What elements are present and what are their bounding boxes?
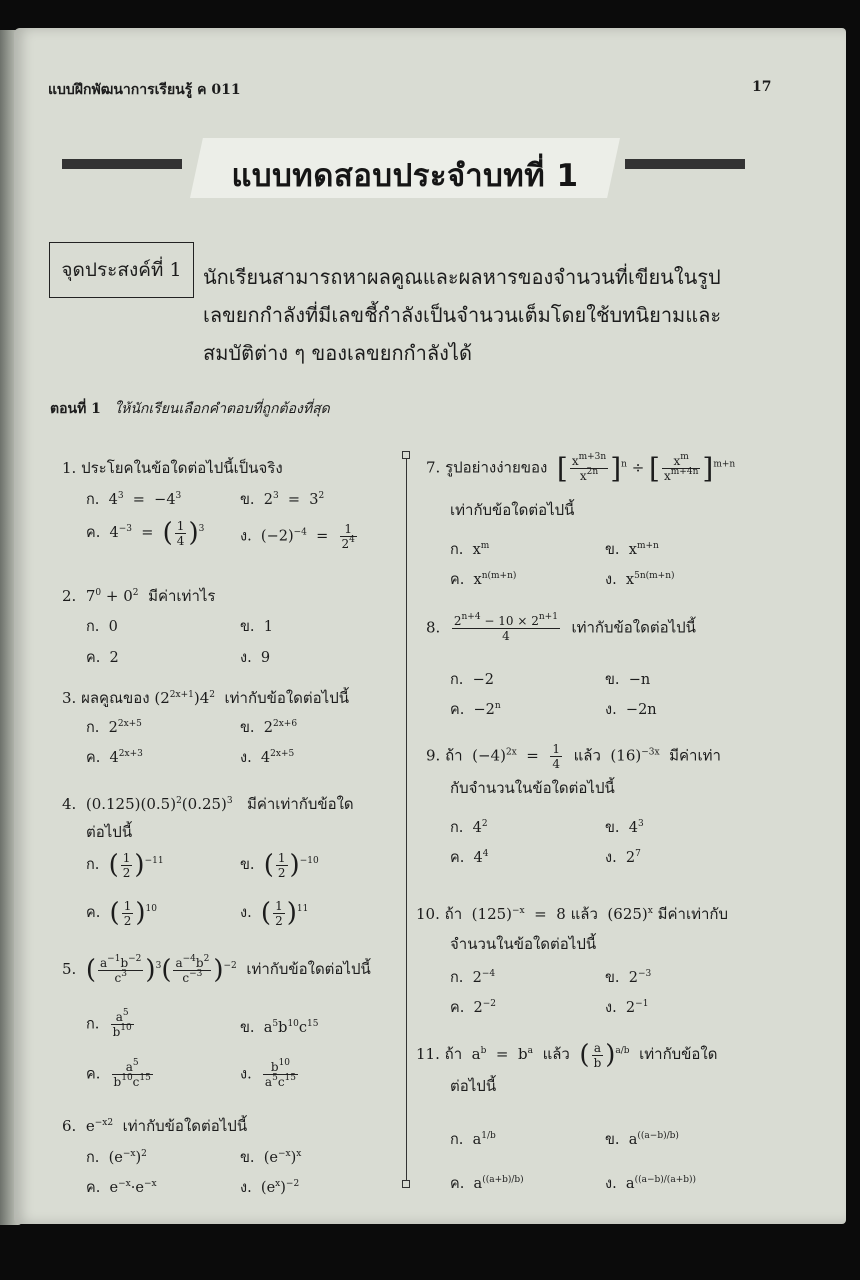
q11-choice-b: ข. $a^{((a-b)/b)}$ bbox=[605, 1131, 679, 1148]
question-9-line2: กับจำนวนในข้อใดต่อไปนี้ bbox=[450, 779, 615, 797]
question-10: 10. ถ้า $(125)^{-x} = 8$ แล้ว $(625)^x$ มีค่าเท่ากับ bbox=[416, 905, 729, 923]
part-label: ตอนที่ 1 bbox=[50, 401, 101, 417]
q8-choice-c: ค. $-2^n$ bbox=[450, 701, 501, 718]
question-5: 5. ( $\frac{a^{-1}b^{-2}}{c^3}$ )$^3$( $\frac{a^{-4}b^2}{c^{-3}}$ )$^{-2}$ เท่ากับข้อใดต่อไปนี้ bbox=[62, 953, 371, 985]
q5-choice-a: ก. $\frac{a^5}{b^{10}}$ bbox=[86, 1008, 132, 1039]
question-4-line2: ต่อไปนี้ bbox=[86, 823, 133, 841]
q11-choice-c: ค. $a^{((a+b)/b)}$ bbox=[450, 1175, 524, 1192]
q8-choice-a: ก. −2 bbox=[450, 672, 494, 688]
q5-choice-c: ค. $\frac{a^5}{b^{10}c^{15}}$ bbox=[86, 1058, 151, 1089]
q9-choice-a: ก. $4^2$ bbox=[450, 819, 488, 836]
q6-choice-b: ข. $(e^{-x})^x$ bbox=[240, 1149, 302, 1166]
q9-choice-c: ค. $4^4$ bbox=[450, 849, 489, 866]
q10-choice-c: ค. $2^{-2}$ bbox=[450, 999, 497, 1016]
objective-line: สมบัติต่าง ๆ ของเลขยกกำลังได้ bbox=[203, 341, 472, 365]
q5-choice-b: ข. $a^5b^{10}c^{15}$ bbox=[240, 1019, 319, 1036]
q2-choice-c: ค. 2 bbox=[86, 650, 119, 666]
part-instruction: ให้นักเรียนเลือกคำตอบที่ถูกต้องที่สุด bbox=[114, 401, 330, 417]
divider-end-square bbox=[402, 451, 410, 459]
q3-choice-d: ง. $4^{2x+5}$ bbox=[240, 749, 295, 766]
objective-label: จุดประสงค์ที่ 1 bbox=[49, 242, 194, 298]
q7-choice-c: ค. $x^{n(m+n)}$ bbox=[450, 571, 517, 588]
question-9: 9. ถ้า $(-4)^{2x}$ = $\frac{1}{4}$ แล้ว $(16)^{-3x}$ มีค่าเท่า bbox=[426, 742, 721, 771]
q7-choice-a: ก. $x^m$ bbox=[450, 541, 490, 558]
q7-choice-b: ข. $x^{m+n}$ bbox=[605, 541, 659, 558]
q11-choice-d: ง. $a^{((a-b)/(a+b))}$ bbox=[605, 1175, 697, 1192]
q2-choice-b: ข. 1 bbox=[240, 619, 273, 635]
q1-choice-b: ข. $2^3 = 3^2$ bbox=[240, 491, 325, 508]
question-2: 2. $7^0 + 0^2$ มีค่าเท่าไร bbox=[62, 587, 216, 605]
page-title: แบบทดสอบประจำบทที่ 1 bbox=[231, 158, 579, 194]
question-7-line2: เท่ากับข้อใดต่อไปนี้ bbox=[450, 501, 575, 519]
question-6: 6. $e^{-x2}$ เท่ากับข้อใดต่อไปนี้ bbox=[62, 1117, 248, 1135]
q4-choice-d: ง. ( $\frac{1}{2}$ )$^{11}$ bbox=[240, 898, 309, 928]
q3-choice-c: ค. $4^{2x+3}$ bbox=[86, 749, 143, 766]
q5-choice-d: ง. $\frac{b^{10}}{a^5c^{15}}$ bbox=[240, 1058, 296, 1089]
page-number: 17 bbox=[752, 79, 772, 95]
q6-choice-d: ง. $(e^x)^{-2}$ bbox=[240, 1179, 300, 1196]
q4-choice-a: ก. ( $\frac{1}{2}$ )$^{-11}$ bbox=[86, 850, 164, 880]
q3-choice-a: ก. $2^{2x+5}$ bbox=[86, 719, 142, 736]
question-8: 8. $\frac{2^{n+4} - 10 \times 2^{n+1}}{4}$ เท่ากับข้อใดต่อไปนี้ bbox=[426, 612, 696, 643]
q2-choice-a: ก. 0 bbox=[86, 619, 118, 635]
question-1: 1. ประโยคในข้อใดต่อไปนี้เป็นจริง bbox=[62, 459, 283, 477]
q9-choice-b: ข. $4^3$ bbox=[605, 819, 644, 836]
q6-choice-a: ก. $(e^{-x})^2$ bbox=[86, 1149, 147, 1166]
q4-choice-b: ข. ( $\frac{1}{2}$ )$^{-10}$ bbox=[240, 850, 319, 880]
question-4: 4. $(0.125)(0.5)^2(0.25)^3$ มีค่าเท่ากับข้อใด bbox=[62, 795, 354, 813]
objective-text bbox=[203, 258, 783, 372]
question-7: 7. รูปอย่างง่ายของ [ $\frac{x^{m+3n}}{x^{2n}}$ ]$^n$ ÷ [ $\frac{x^m}{x^{m+4n}}$ ]$^{m+n}$ bbox=[426, 452, 736, 485]
part-heading bbox=[50, 398, 330, 420]
q1-choice-d: ง. $(-2)^{-4}$ = $\frac{1}{2^4}$ bbox=[240, 522, 355, 551]
q1-choice-c: ค. $4^{-3}$ = ( $\frac{1}{4}$ )$^3$ bbox=[86, 518, 205, 548]
q10-choice-a: ก. $2^{-4}$ bbox=[450, 969, 496, 986]
q2-choice-d: ง. 9 bbox=[240, 650, 271, 666]
q11-choice-a: ก. $a^{1/b}$ bbox=[450, 1131, 496, 1148]
question-11-line2: ต่อไปนี้ bbox=[450, 1077, 497, 1095]
question-10-line2: จำนวนในข้อใดต่อไปนี้ bbox=[450, 935, 597, 953]
title-rule-right bbox=[625, 159, 745, 169]
divider-end-square bbox=[402, 1180, 410, 1188]
q1-choice-a: ก. $4^3 = -4^3$ bbox=[86, 491, 182, 508]
objective-line: เลขยกกำลังที่มีเลขชี้กำลังเป็นจำนวนเต็มโดยใช้บทนิยามและ bbox=[203, 303, 722, 327]
q8-choice-b: ข. −n bbox=[605, 672, 651, 688]
q3-choice-b: ข. $2^{2x+6}$ bbox=[240, 719, 298, 736]
q10-choice-b: ข. $2^{-3}$ bbox=[605, 969, 652, 986]
title-rule-left bbox=[62, 159, 182, 169]
objective-line: นักเรียนสามารถหาผลคูณและผลหารของจำนวนที่เขียนในรูป bbox=[203, 265, 721, 289]
q9-choice-d: ง. $2^7$ bbox=[605, 849, 641, 866]
question-11: 11. ถ้า $a^b = b^a$ แล้ว ( $\frac{a}{b}$ )$^{a/b}$ เท่ากับข้อใด bbox=[416, 1040, 718, 1070]
q4-choice-c: ค. ( $\frac{1}{2}$ )$^{10}$ bbox=[86, 898, 157, 928]
running-header: แบบฝึกพัฒนาการเรียนรู้ ค 011 bbox=[48, 82, 241, 98]
q8-choice-d: ง. −2n bbox=[605, 702, 657, 718]
q7-choice-d: ง. $x^{5n(m+n)}$ bbox=[605, 571, 675, 588]
column-divider bbox=[406, 456, 407, 1184]
q6-choice-c: ค. $e^{-x}\cdot e^{-x}$ bbox=[86, 1179, 157, 1196]
question-3: 3. ผลคูณของ $(2^{2x+1})4^2$ เท่ากับข้อใดต่อไปนี้ bbox=[62, 689, 349, 707]
q10-choice-d: ง. $2^{-1}$ bbox=[605, 999, 649, 1016]
